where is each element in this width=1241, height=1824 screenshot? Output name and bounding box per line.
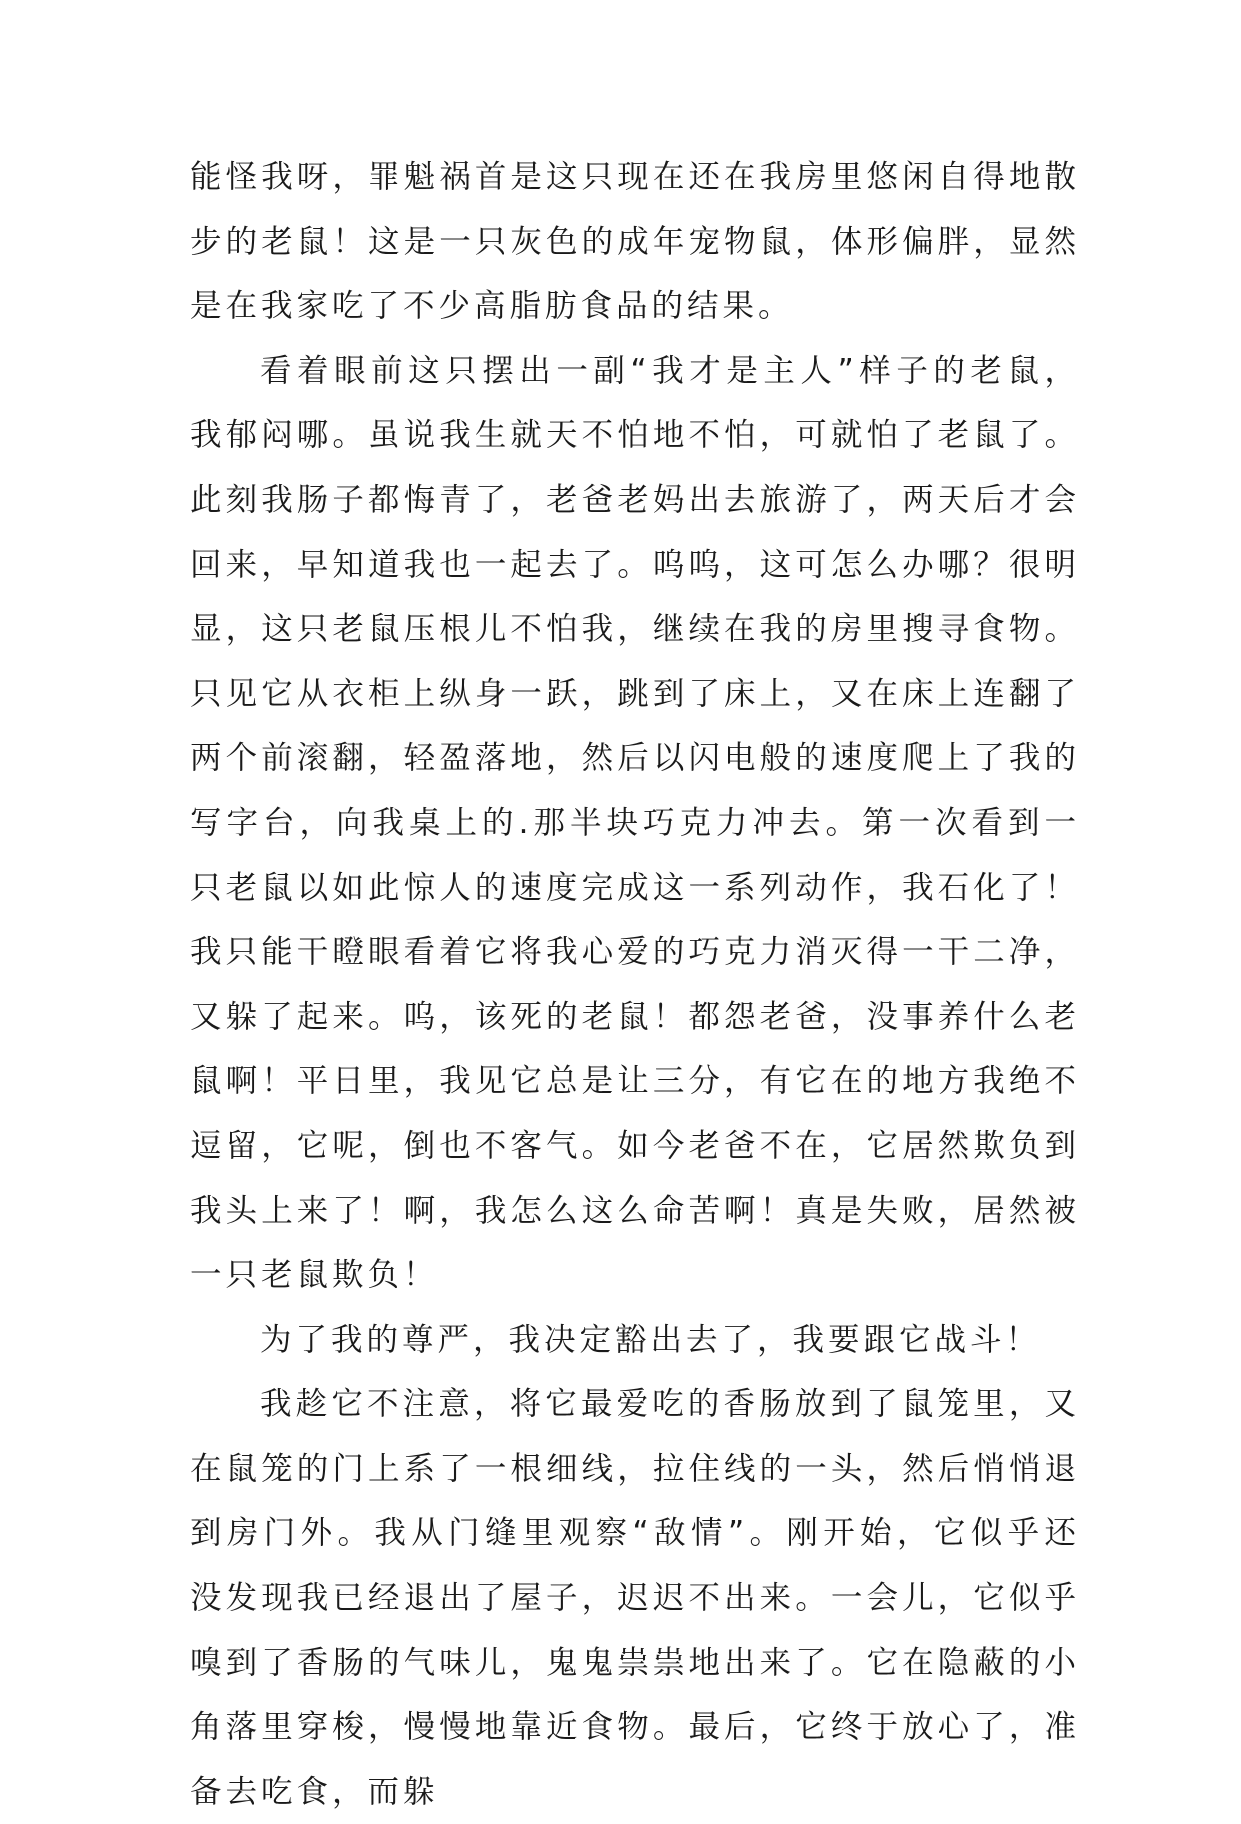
paragraph-3: 为了我的尊严，我决定豁出去了，我要跟它战斗！ bbox=[260, 1321, 1042, 1358]
document-body bbox=[190, 145, 1080, 1824]
paragraph-1: 能怪我呀，罪魁祸首是这只现在还在我房里悠闲自得地散步的老鼠！这是一只灰色的成年宠物鼠，体形偏胖，显然是在我家吃了不少高脂肪食品的结果。 bbox=[190, 159, 1080, 325]
paragraph-4: 我趁它不注意，将它最爱吃的香肠放到了鼠笼里，又在鼠笼的门上系了一根细线，拉住线的一头，然后悄悄退到房门外。我从门缝里观察“敌情”。刚开始，它似乎还没发现我已经退出了屋子，迟迟不出来。一会儿，它似乎嗅到了香肠的气味儿，鬼鬼祟祟地出来了。它在隐蔽的小角落里穿梭，慢慢地靠近食物。最后，它终于放心了，准备去吃食，而躲 bbox=[190, 1386, 1080, 1810]
paragraph-2: 看着眼前这只摆出一副“我才是主人”样子的老鼠，我郁闷哪。虽说我生就天不怕地不怕，可就怕了老鼠了。此刻我肠子都悔青了，老爸老妈出去旅游了，两天后才会回来，早知道我也一起去了。呜呜，这可怎么办哪？很明显，这只老鼠压根儿不怕我，继续在我的房里搜寻食物。只见它从衣柜上纵身一跃，跳到了床上，又在床上连翻了两个前滚翻，轻盈落地，然后以闪电般的速度爬上了我的写字台，向我桌上的.那半块巧克力冲去。第一次看到一只老鼠以如此惊人的速度完成这一系列动作，我石化了！我只能干瞪眼看着它将我心爱的巧克力消灭得一干二净，又躲了起来。呜，该死的老鼠！都怨老爸，没事养什么老鼠啊！平日里，我见它总是让三分，有它在的地方我绝不逗留，它呢，倒也不客气。如今老爸不在，它居然欺负到我头上来了！啊，我怎么这么命苦啊！真是失败，居然被一只老鼠欺负！ bbox=[190, 352, 1080, 1294]
